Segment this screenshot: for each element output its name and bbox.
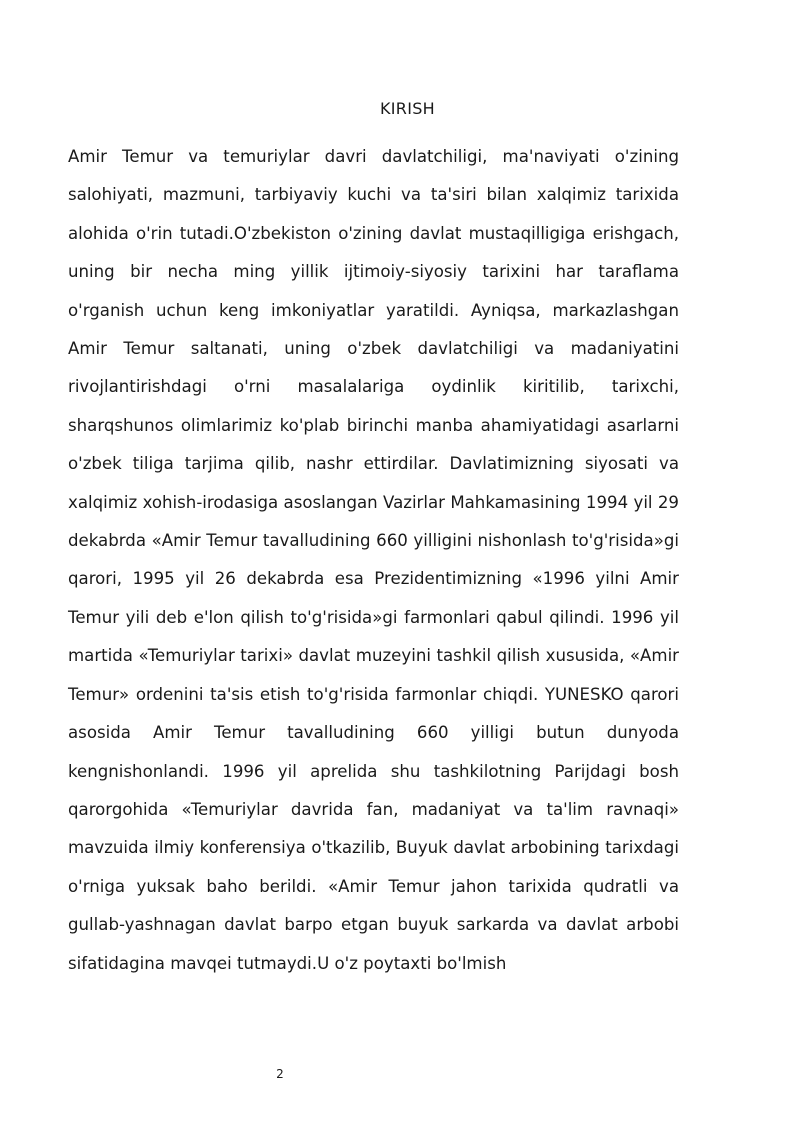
page-title: KIRISH [379,99,436,118]
body-paragraph: Amir Temur va temuriylar davri davlatchiligi, ma'naviyati o'zining salohiyati, mazmuni, tarbiyaviy kuchi va ta'siri bilan xalqimiz tarixida alohida o'rin tutadi.O'zbekiston o'zining davlat mustaqilligiga erishgach, uning bir necha ming yillik ijtimoiy-siyosiy tarixini har taraflama o'rganish uchun keng imkoniyatlar yaratildi. Ayniqsa, markazlashgan Amir Temur saltanati, uning o'zbek davlatchiligi va madaniyatini rivojlantirishdagi o'rni masalalariga oydinlik kiritilib, tarixchi, sharqshunos olimlarimiz ko'plab birinchi manba ahamiyatidagi asarlarni o'zbek tiliga tarjima qilib, nashr ettirdilar. Davlatimizning siyosati va xalqimiz xohish-irodasiga asoslangan Vazirlar Mahkamasining 1994 yil 29 dekabrda «Amir Temur tavalludining 660 yilligini nishonlash to'g'risida»gi qarori, 1995 yil 26 dekabrda esa Prezidentimizning «1996 yilni Amir Temur yili deb e'lon qilish to'g'risida»gi farmonlari qabul qilindi. 1996 yil martida «Temuriylar tarixi» davlat muzeyini tashkil qilish xususida, «Amir Temur» ordenini ta'sis etish to'g'risida farmonlar chiqdi. YUNESKO qarori asosida Amir Temur tavalludining 660 yilligi butun dunyoda kengnishonlandi. 1996 yil aprelida shu tashkilotning Parijdagi bosh qarorgohida «Temuriylar davrida fan, madaniyat va ta'lim ravnaqi» mavzuida ilmiy konferensiya o'tkazilib, Buyuk davlat arbobining tarixdagi o'rniga yuksak baho berildi. «Amir Temur jahon tarixida qudratli va gullab-yashnagan davlat barpo etgan buyuk sarkarda va davlat arbobi sifatidagina mavqei tutmaydi.U o'z poytaxti bo'lmish [68,147,679,973]
page-number: 2 [276,1067,284,1081]
